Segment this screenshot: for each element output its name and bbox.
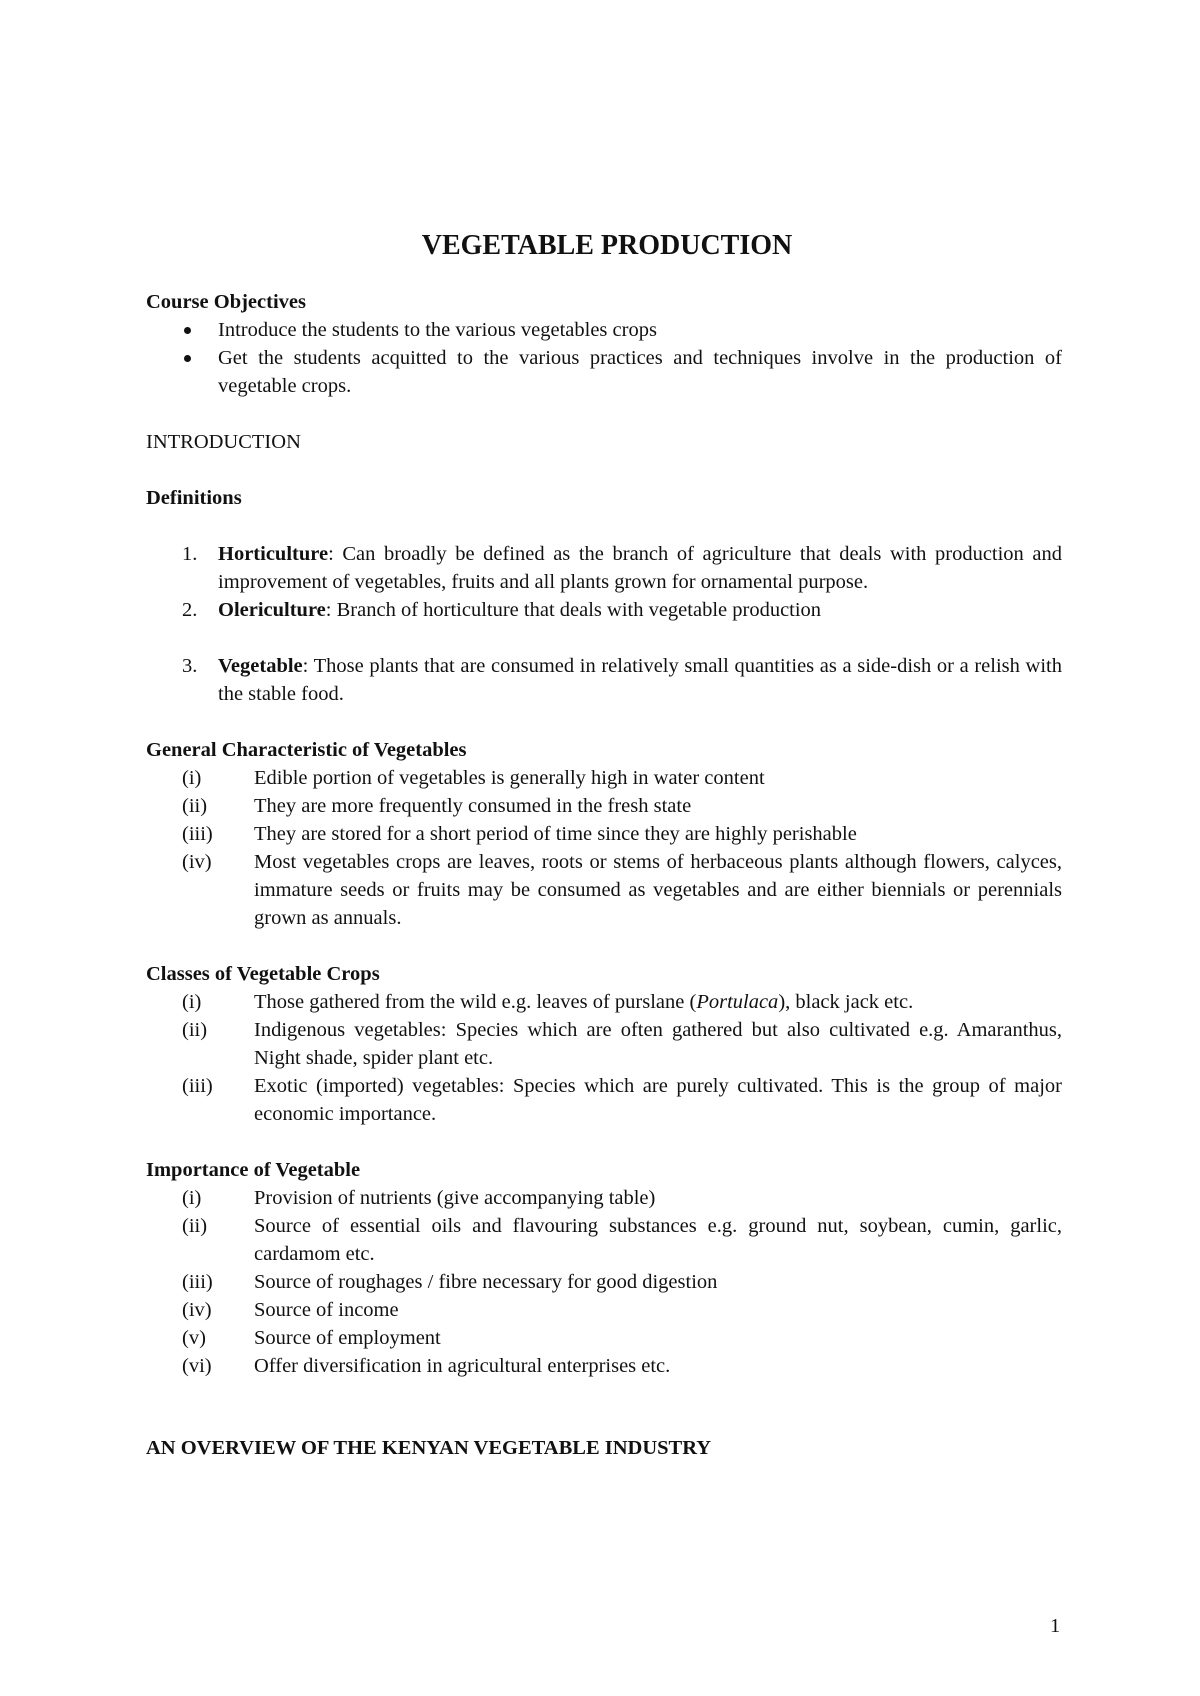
- list-item-text: Offer diversification in agricultural enterprises etc.: [254, 1355, 671, 1377]
- definition-text: : Those plants that are consumed in relatively small quantities as a side-dish or a relish with the stable food.: [218, 655, 1062, 705]
- list-number: (ii): [182, 1215, 208, 1237]
- objective-text: Introduce the students to the various vegetables crops: [218, 319, 657, 341]
- characteristics-list: [146, 764, 1062, 932]
- definition-text: : Branch of horticulture that deals with vegetable production: [325, 599, 822, 621]
- bullet-icon: [184, 355, 191, 362]
- definition-item: [146, 596, 1062, 624]
- list-item-text: Those gathered from the wild e.g. leaves of purslane (: [254, 991, 697, 1013]
- list-number: (iii): [182, 1075, 213, 1097]
- definition-item: [146, 540, 1062, 596]
- characteristics-heading: General Characteristic of Vegetables: [146, 739, 467, 761]
- list-item-text: They are more frequently consumed in the fresh state: [254, 795, 692, 817]
- list-number: 3.: [182, 655, 198, 677]
- classes-list: [146, 988, 1062, 1128]
- list-item: [146, 792, 1062, 820]
- course-objectives-list: [146, 316, 1062, 400]
- list-item: [146, 764, 1062, 792]
- list-item-text: Source of essential oils and flavouring substances e.g. ground nut, soybean, cumin, garlic, cardamom etc.: [254, 1215, 1062, 1265]
- list-item: [146, 848, 1062, 932]
- list-number: (i): [182, 1187, 202, 1209]
- list-number: 2.: [182, 599, 198, 621]
- list-number: (iii): [182, 1271, 213, 1293]
- list-item: [146, 1016, 1062, 1072]
- list-item-text: Source of employment: [254, 1327, 441, 1349]
- list-item: [146, 988, 1062, 1016]
- definitions-list: [146, 540, 1062, 708]
- bullet-icon: [184, 327, 191, 334]
- species-name: Portulaca: [696, 991, 779, 1013]
- course-objectives-heading: Course Objectives: [146, 291, 306, 313]
- list-number: (iv): [182, 851, 212, 873]
- list-item-text: Most vegetables crops are leaves, roots or stems of herbaceous plants although flowers, calyces, immature seeds or fruits may be consumed as vegetables and are either biennials or perennials grown as annuals.: [254, 851, 1062, 929]
- list-item: [146, 820, 1062, 848]
- list-item-text: Source of roughages / fibre necessary for good digestion: [254, 1271, 718, 1293]
- list-item: [146, 1324, 1062, 1352]
- list-number: 1.: [182, 543, 198, 565]
- list-number: (iv): [182, 1299, 212, 1321]
- list-item: [146, 1184, 1062, 1212]
- list-item: [146, 1268, 1062, 1296]
- list-item-text: Indigenous vegetables: Species which are often gathered but also cultivated e.g. Amaranthus, Night shade, spider plant etc.: [254, 1019, 1062, 1069]
- overview-heading: AN OVERVIEW OF THE KENYAN VEGETABLE INDUSTRY: [146, 1437, 712, 1459]
- objective-text: Get the students acquitted to the various practices and techniques involve in the production of vegetable crops.: [218, 347, 1062, 397]
- objective-item: [146, 316, 1062, 344]
- classes-heading: Classes of Vegetable Crops: [146, 963, 380, 985]
- list-number: (iii): [182, 823, 213, 845]
- definition-term: Vegetable: [218, 655, 303, 677]
- objective-item: [146, 344, 1062, 400]
- importance-heading: Importance of Vegetable: [146, 1159, 361, 1181]
- list-item-text: They are stored for a short period of time since they are highly perishable: [254, 823, 857, 845]
- definition-item: [146, 652, 1062, 708]
- document-body: [146, 226, 1062, 1462]
- definition-term: Horticulture: [218, 543, 329, 565]
- list-item: [146, 1212, 1062, 1268]
- list-item-text: Source of income: [254, 1299, 399, 1321]
- importance-list: [146, 1184, 1062, 1380]
- page-number: 1: [1050, 1615, 1061, 1637]
- list-number: (ii): [182, 1019, 208, 1041]
- definition-term: Olericulture: [218, 599, 326, 621]
- list-item: [146, 1352, 1062, 1380]
- list-item: [146, 1296, 1062, 1324]
- list-number: (vi): [182, 1355, 212, 1377]
- list-item-text: Provision of nutrients (give accompanying table): [254, 1187, 656, 1209]
- definition-text: : Can broadly be defined as the branch of agriculture that deals with production and improvement of vegetables, fruits and all plants grown for ornamental purpose.: [218, 543, 1062, 593]
- list-item-text: Exotic (imported) vegetables: Species which are purely cultivated. This is the group of major economic importance.: [254, 1075, 1062, 1125]
- introduction-heading: INTRODUCTION: [146, 431, 301, 453]
- list-number: (v): [182, 1327, 206, 1349]
- document-title: VEGETABLE PRODUCTION: [421, 230, 793, 261]
- definitions-heading: Definitions: [146, 487, 242, 509]
- list-number: (i): [182, 767, 202, 789]
- list-number: (i): [182, 991, 202, 1013]
- list-number: (ii): [182, 795, 208, 817]
- list-item-text: ), black jack etc.: [778, 991, 914, 1013]
- list-item-text: Edible portion of vegetables is generally high in water content: [254, 767, 765, 789]
- list-item: [146, 1072, 1062, 1128]
